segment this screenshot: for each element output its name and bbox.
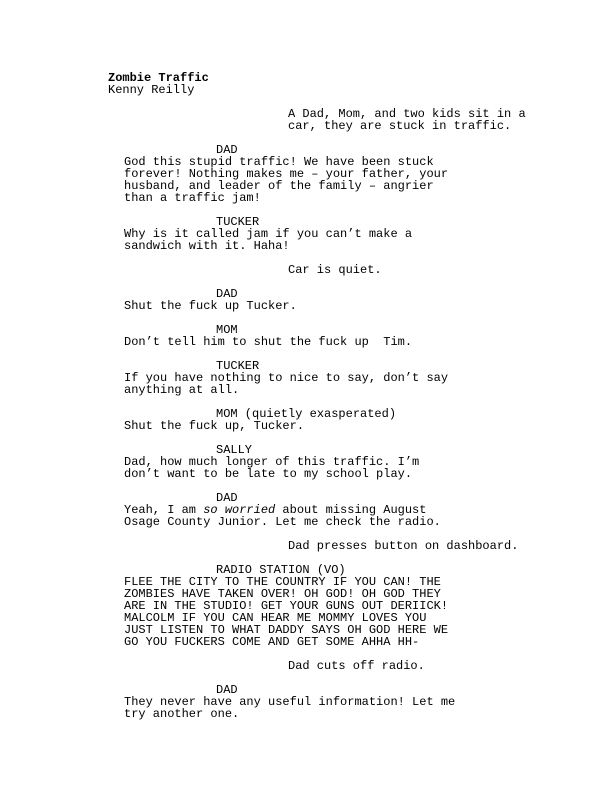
script-title: Zombie Traffic xyxy=(108,71,209,85)
character-cue: TUCKER xyxy=(216,359,260,373)
dialogue-line: husband, and leader of the family – angrier xyxy=(124,179,434,193)
dialogue-line: sandwich with it. Haha! xyxy=(124,239,290,253)
dialogue-line: God this stupid traffic! We have been stuck xyxy=(124,155,434,169)
dialogue-line: Dad, how much longer of this traffic. I’m xyxy=(124,455,420,469)
dialogue-line: than a traffic jam! xyxy=(124,191,261,205)
dialogue-text: Yeah, I am xyxy=(124,503,204,517)
dialogue-line: Shut the fuck up, Tucker. xyxy=(124,419,305,433)
script-author: Kenny Reilly xyxy=(108,83,195,97)
dialogue-text: about missing August xyxy=(275,503,427,517)
character-cue: DAD xyxy=(216,491,238,505)
character-cue: DAD xyxy=(216,287,238,301)
dialogue-line: Why is it called jam if you can’t make a xyxy=(124,227,413,241)
dialogue-line: try another one. xyxy=(124,707,240,721)
dialogue-line: JUST LISTEN TO WHAT DADDY SAYS OH GOD HERE WE xyxy=(124,623,449,637)
action-line: Dad cuts off radio. xyxy=(288,659,425,673)
character-cue: MOM (quietly exasperated) xyxy=(216,407,397,421)
dialogue-line: Don’t tell him to shut the fuck up Tim. xyxy=(124,335,413,349)
action-line: Dad presses button on dashboard. xyxy=(288,539,519,553)
character-cue: RADIO STATION (VO) xyxy=(216,563,346,577)
dialogue-line: anything at all. xyxy=(124,383,240,397)
dialogue-line: don’t want to be late to my school play. xyxy=(124,467,413,481)
character-cue: TUCKER xyxy=(216,215,260,229)
character-cue: DAD xyxy=(216,143,238,157)
dialogue-line: forever! Nothing makes me – your father, your xyxy=(124,167,449,181)
dialogue-line: ARE IN THE STUDIO! GET YOUR GUNS OUT DERIICK! xyxy=(124,599,449,613)
action-line: A Dad, Mom, and two kids sit in a xyxy=(288,107,526,121)
dialogue-line: If you have nothing to nice to say, don’t say xyxy=(124,371,449,385)
character-cue: MOM xyxy=(216,323,238,337)
action-line: car, they are stuck in traffic. xyxy=(288,119,512,133)
character-cue: SALLY xyxy=(216,443,253,457)
action-line: Car is quiet. xyxy=(288,263,382,277)
dialogue-line: ZOMBIES HAVE TAKEN OVER! OH GOD! OH GOD THEY xyxy=(124,587,441,601)
dialogue-line: They never have any useful information! Let me xyxy=(124,695,456,709)
dialogue-emphasis: so worried xyxy=(203,503,276,517)
dialogue-line: FLEE THE CITY TO THE COUNTRY IF YOU CAN! THE xyxy=(124,575,441,589)
character-cue: DAD xyxy=(216,683,238,697)
dialogue-line: MALCOLM IF YOU CAN HEAR ME MOMMY LOVES YOU xyxy=(124,611,427,625)
dialogue-line: Shut the fuck up Tucker. xyxy=(124,299,297,313)
dialogue-line: GO YOU FUCKERS COME AND GET SOME AHHA HH- xyxy=(124,635,420,649)
dialogue-line: Osage County Junior. Let me check the radio. xyxy=(124,515,441,529)
